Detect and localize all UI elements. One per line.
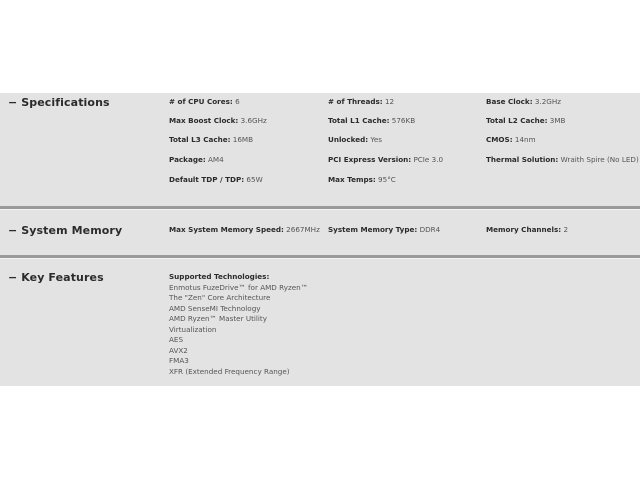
- spec-value: Yes: [370, 135, 383, 144]
- spec-item: [486, 135, 536, 144]
- spec-key: PCI Express Version:: [328, 155, 412, 164]
- spec-item: [486, 155, 639, 164]
- feature-item: Enmotus FuzeDrive™ for AMD Ryzen™: [169, 282, 308, 292]
- features-heading: Supported Technologies:: [169, 272, 270, 281]
- spec-key: # of CPU Cores:: [169, 97, 233, 106]
- feature-item: XFR (Extended Frequency Range): [169, 366, 290, 376]
- spec-key: Max Boost Clock:: [169, 116, 239, 125]
- spec-item: [328, 135, 382, 144]
- spec-item: [169, 135, 253, 144]
- spec-key: Total L3 Cache:: [169, 135, 231, 144]
- memory-item: [328, 225, 440, 234]
- spec-value: 65W: [246, 175, 263, 184]
- spec-item: [169, 175, 263, 184]
- section-title-system-memory[interactable]: − System Memory: [8, 224, 123, 237]
- spec-item: [169, 116, 267, 125]
- spec-value: 3.6GHz: [240, 116, 267, 125]
- section-title-key-features[interactable]: − Key Features: [8, 271, 104, 284]
- spec-key: Total L2 Cache:: [486, 116, 548, 125]
- section-system-memory: [0, 209, 640, 255]
- spec-value: AM4: [208, 155, 224, 164]
- memory-item: [486, 225, 568, 234]
- spec-item: [486, 116, 566, 125]
- spec-key: Max Temps:: [328, 175, 376, 184]
- feature-item: AMD SenseMI Technology: [169, 303, 261, 313]
- spec-item: [486, 97, 561, 106]
- spec-key: Package:: [169, 155, 206, 164]
- spec-key: Base Clock:: [486, 97, 533, 106]
- spec-item: [328, 175, 396, 184]
- spec-item: [328, 116, 415, 125]
- feature-item: AVX2: [169, 345, 188, 355]
- spec-value: 12: [384, 97, 395, 106]
- spec-value: 95°C: [378, 175, 396, 184]
- memory-key: Max System Memory Speed:: [169, 225, 284, 234]
- spec-value: 3.2GHz: [534, 97, 562, 106]
- spec-value: 576KB: [391, 116, 416, 125]
- section-key-features: [0, 258, 640, 386]
- spec-value: 16MB: [232, 135, 254, 144]
- memory-key: Memory Channels:: [486, 225, 562, 234]
- spec-item: [169, 97, 240, 106]
- memory-value: DDR4: [419, 225, 441, 234]
- spec-item: [328, 155, 443, 164]
- feature-item: FMA3: [169, 356, 189, 365]
- memory-item: [169, 225, 320, 234]
- feature-item: AMD Ryzen™ Master Utility: [169, 314, 267, 323]
- feature-item: The "Zen" Core Architecture: [169, 293, 271, 302]
- feature-item: Virtualization: [169, 324, 217, 334]
- section-specifications: [0, 93, 640, 206]
- spec-value: 6: [235, 97, 240, 106]
- spec-panel: [0, 93, 640, 386]
- feature-item: AES: [169, 335, 184, 344]
- spec-value: 14nm: [514, 135, 536, 144]
- spec-key: Thermal Solution:: [486, 155, 559, 164]
- features-list: [169, 272, 308, 377]
- spec-value: Wraith Spire (No LED): [560, 155, 639, 164]
- spec-key: Unlocked:: [328, 135, 369, 144]
- spec-item: [328, 97, 394, 106]
- spec-key: # of Threads:: [328, 97, 383, 106]
- spec-value: PCIe 3.0: [413, 155, 444, 164]
- section-title-specifications[interactable]: − Specifications: [8, 96, 110, 109]
- spec-key: Default TDP / TDP:: [169, 175, 245, 184]
- memory-value: 2667MHz: [286, 225, 320, 234]
- spec-item: [169, 155, 224, 164]
- spec-key: Total L1 Cache:: [328, 116, 390, 125]
- spec-value: 3MB: [549, 116, 566, 125]
- memory-value: 2: [563, 225, 569, 234]
- spec-key: CMOS:: [486, 135, 513, 144]
- memory-key: System Memory Type:: [328, 225, 418, 234]
